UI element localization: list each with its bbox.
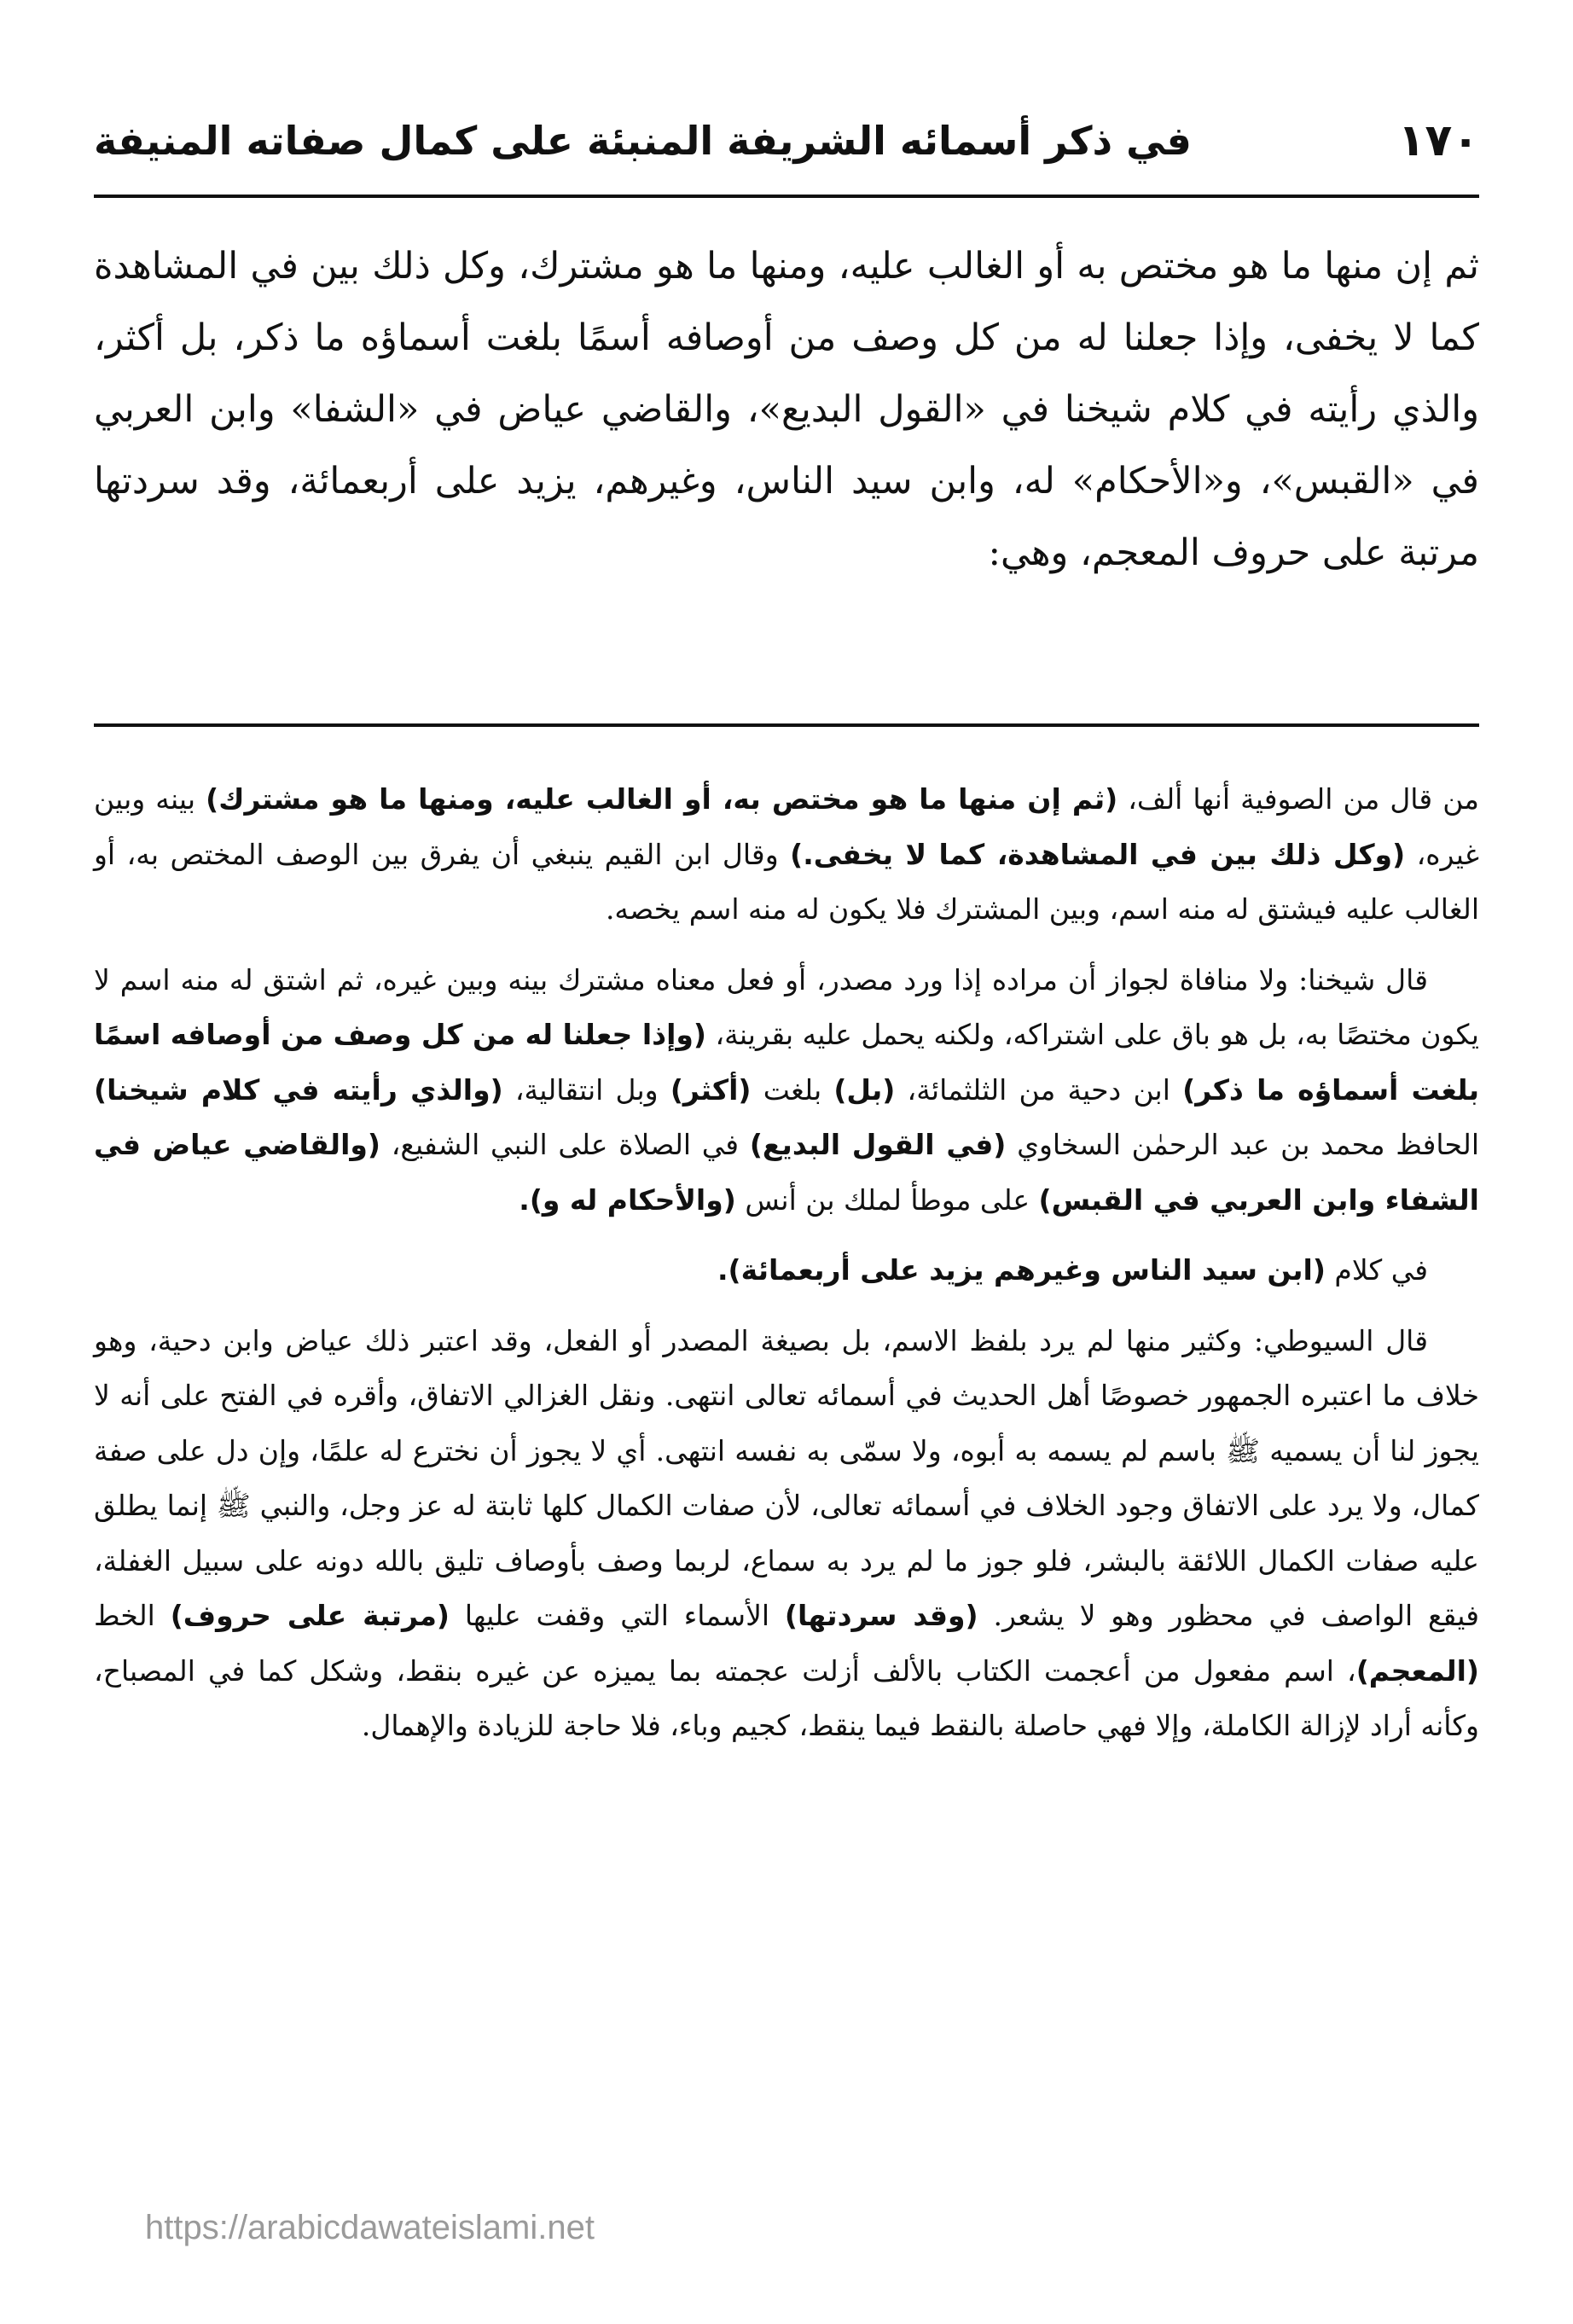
- main-paragraph: ثم إن منها ما هو مختص به أو الغالب عليه، ومنها ما هو مشترك، وكل ذلك بين في المشاهدة كما لا يخفى، وإذا جعلنا له من كل وصف من أوصافه أسمًا بلغت أسماؤه ما ذكر، بل أكثر، والذي رأيته في كلام شيخنا في «القول البديع»، والقاضي عياض في «الشفا» وابن العربي في «القبس»، و«الأحكام» له، وابن سيد الناس، وغيرهم، يزيد على أربعمائة، وقد سردتها مرتبة على حروف المعجم، وهي:: [94, 245, 1479, 574]
- quoted-matn: (والذي رأيته في كلام شيخنا): [94, 1072, 503, 1107]
- quoted-matn: (ابن سيد الناس وغيرهم يزيد على أربعمائة).: [717, 1253, 1326, 1287]
- commentary-text: وقال ابن القيم ينبغي أن يفرق بين الوصف المختص به، أو الغالب عليه فيشتق له منه اسم، وبين المشترك فلا يكون له منه اسم يخصه.: [94, 837, 1479, 926]
- commentary-text: من قال من الصوفية أنها ألف،: [1117, 782, 1479, 816]
- quoted-matn: (أكثر): [670, 1072, 752, 1107]
- quoted-matn: (وإذا جعلنا له من كل وصف من أوصافه اسمًا بلغت أسماؤه ما ذكر): [94, 1018, 1479, 1107]
- quoted-matn: (والقاضي عياض في الشفاء وابن العربي في القبس): [94, 1128, 1479, 1217]
- main-text-block: [94, 230, 1479, 589]
- commentary-text: على موطأ لملك بن أنس: [735, 1182, 1039, 1217]
- running-title: في ذكر أسمائه الشريفة المنبئة على كمال صفاته المنيفة: [94, 118, 1192, 164]
- commentary-paragraph-3: [94, 1243, 1479, 1299]
- quoted-matn: (في القول البديع): [749, 1128, 1007, 1161]
- commentary-text: الخط: [94, 1599, 171, 1632]
- quoted-matn: (بل): [833, 1072, 896, 1107]
- quoted-matn: (والأحكام له و).: [519, 1182, 736, 1217]
- quoted-matn: (ثم إن منها ما هو مختص به، أو الغالب عليه، ومنها ما هو مشترك): [206, 782, 1118, 816]
- quoted-matn: (وقد سردتها): [784, 1599, 978, 1632]
- commentary-text: ، اسم مفعول من أعجمت الكتاب بالألف أزلت عجمته بما يميزه عن غيره بنقط، وشكل كما في المصباح، وكأنه أراد لإزالة الكاملة، وإلا فهي حاصلة بالنقط فيما ينقط، كجيم وباء، فلا حاجة للزيادة والإهمال.: [94, 1653, 1479, 1742]
- quoted-matn: (مرتبة على حروف): [170, 1599, 450, 1632]
- header-divider: [94, 195, 1479, 198]
- commentary-paragraph-4: [94, 1314, 1479, 1754]
- commentary-text: في كلام: [1325, 1253, 1428, 1287]
- commentary-paragraph-1: [94, 772, 1479, 938]
- commentary-text: الحافظ محمد بن عبد الرحمٰن السخاوي: [1006, 1128, 1479, 1161]
- watermark-url: https://arabicdawateislami.net: [145, 2209, 595, 2246]
- commentary-text: في الصلاة على النبي الشفيع،: [380, 1128, 750, 1161]
- page-header: [94, 94, 1479, 188]
- commentary-text: وبل انتقالية،: [502, 1072, 670, 1107]
- commentary-text: ابن دحية من الثلثمائة،: [895, 1072, 1183, 1107]
- commentary-paragraph-2: [94, 953, 1479, 1229]
- footnote-divider: [94, 723, 1479, 727]
- commentary-text: بينه وبين غيره،: [94, 782, 1479, 871]
- page-number: ١٧٠: [1397, 115, 1479, 166]
- commentary-text: الأسماء التي وقفت عليها: [450, 1599, 785, 1632]
- quoted-matn: (وكل ذلك بين في المشاهدة، كما لا يخفى.): [790, 837, 1406, 871]
- commentary-text: بلغت: [751, 1072, 834, 1107]
- quoted-matn: (المعجم): [1355, 1653, 1479, 1688]
- commentary-text: قال شيخنا: ولا منافاة لجواز أن مراده إذا ورد مصدر، أو فعل معناه مشترك بينه وبين غيره، ثم اشتق له منه اسم لا يكون مختصًا به، بل هو باق على اشتراكه، ولكنه يحمل عليه بقرينة،: [94, 962, 1479, 1051]
- commentary-text: قال السيوطي: وكثير منها لم يرد بلفظ الاسم، بل بصيغة المصدر أو الفعل، وقد اعتبر ذلك عياض وابن دحية، وهو خلاف ما اعتبره الجمهور خصوصًا أهل الحديث في أسمائه تعالى انتهى. ونقل الغزالي الاتفاق، وأقره في الفتح على أنه لا يجوز لنا أن يسميه ﷺ باسم لم يسمه به أبوه، ولا سمّى به نفسه انتهى. أي لا يجوز أن نخترع له علمًا، وإن دل على صفة كمال، ولا يرد على الاتفاق وجود الخلاف في أسمائه تعالى، لأن صفات الكمال كلها ثابتة له عز وجل، والنبي ﷺ إنما يطلق عليه صفات الكمال اللائقة بالبشر، فلو جوز ما لم يرد به سماع، لربما وصف بأوصاف تليق بالله دونه على سبيل الغفلة، فيقع الواصف في محظور وهو لا يشعر.: [94, 1323, 1479, 1632]
- commentary-block: [94, 772, 1479, 1769]
